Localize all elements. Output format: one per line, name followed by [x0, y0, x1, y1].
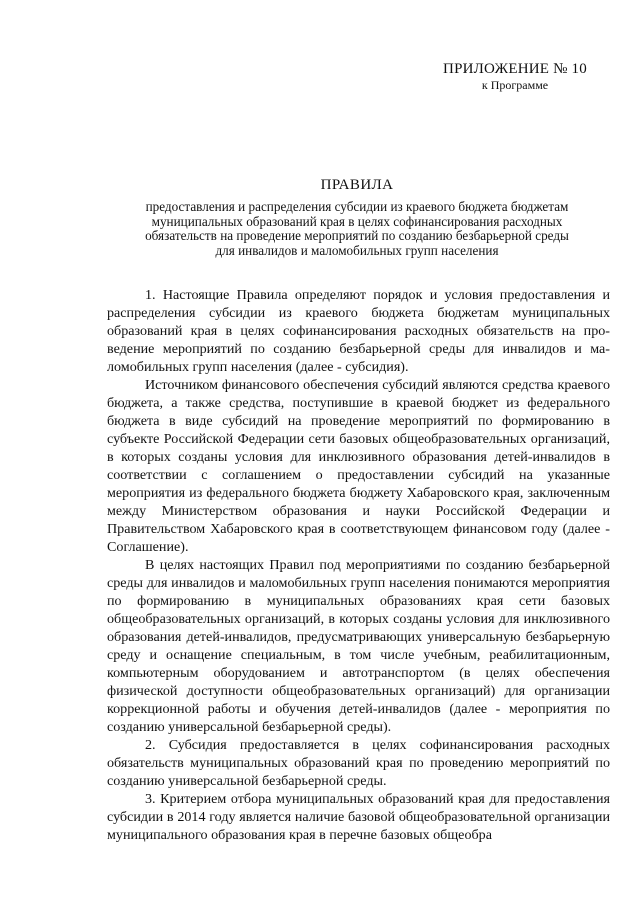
paragraph-1: 1. Настоящие Правила определяют порядок и условия предоставления и распределения субсидии из краевого бюджета бюджетам муниципальных образований края в целях софинансирования расходных обязательств на проведение мероприятий по созданию безбарьерной среды для инвалидов и маломобильных групп населения (далее - субсидия). [107, 287, 610, 375]
appendix-header [440, 60, 590, 93]
appendix-title: ПРИЛОЖЕНИЕ № 10 [443, 61, 587, 77]
document-body [107, 286, 610, 844]
paragraph-definition: В целях настоящих Правил под мероприятиями по созданию безбарьерной среды для инвалидов и маломобильных групп населения понимаются мероприятия по формированию в муниципальных образованиях края сети базовых общеобразовательных организаций, в которых созданы условия для инклюзивного образования детей-инвалидов, предусматривающих универсальную безбарьерную среду и оснащение специальным, в том числе учебным, реабилитационным, компьютерным оборудованием и автотранспортом (в целях обеспечения физической доступности общеобразовательных организаций) для организации коррекционной работы и обучения детей-инвалидов (далее - мероприятия по созданию универсальной безбарьерной среды). [107, 557, 610, 735]
paragraph-3: 3. Критерием отбора муниципальных образований края для предоставления субсидии в 2014 году является наличие базовой общеобразовательной организации муниципального образования края в перечне базовых общеобра [107, 791, 610, 843]
document-title: ПРАВИЛА [320, 177, 394, 193]
subtitle-line: для инвалидов и маломобильных групп населения [215, 242, 499, 258]
document-subtitle [100, 200, 614, 258]
paragraph-2: 2. Субсидия предоставляется в целях софинансирования расходных обязательств муниципальных образований края по проведению мероприятий по созданию универсальной безбарьерной среды. [107, 737, 610, 789]
subtitle-line: предоставления и распределения субсидии из краевого бюджета бюджетам [145, 199, 569, 214]
document-heading [100, 176, 614, 258]
subtitle-line: муниципальных образований края в целях софинансирования расходных [151, 213, 563, 229]
paragraph-funding-source: Источником финансового обеспечения субсидий являются средства краевого бюджета, а также средства, поступившие в краевой бюджет из федерального бюджета в виде субсидий на проведение мероприятий по формированию в субъекте Российской Федерации сети базовых общеобразовательных организаций, в которых созданы условия для инклюзивного образования детей-инвалидов в соответствии с соглашением о предоставлении субсидий на указанные мероприятия из федерального бюджета бюджету Хабаровского края, заключенным между Министерством образования и науки Российской Федерации и Правительством Хабаровского края в соответствующем финансовом году (далее - Соглашение). [107, 377, 610, 555]
appendix-subtitle: к Программе [481, 78, 549, 92]
subtitle-line: обязательств на проведение мероприятий по созданию безбарьерной среды [145, 228, 569, 243]
